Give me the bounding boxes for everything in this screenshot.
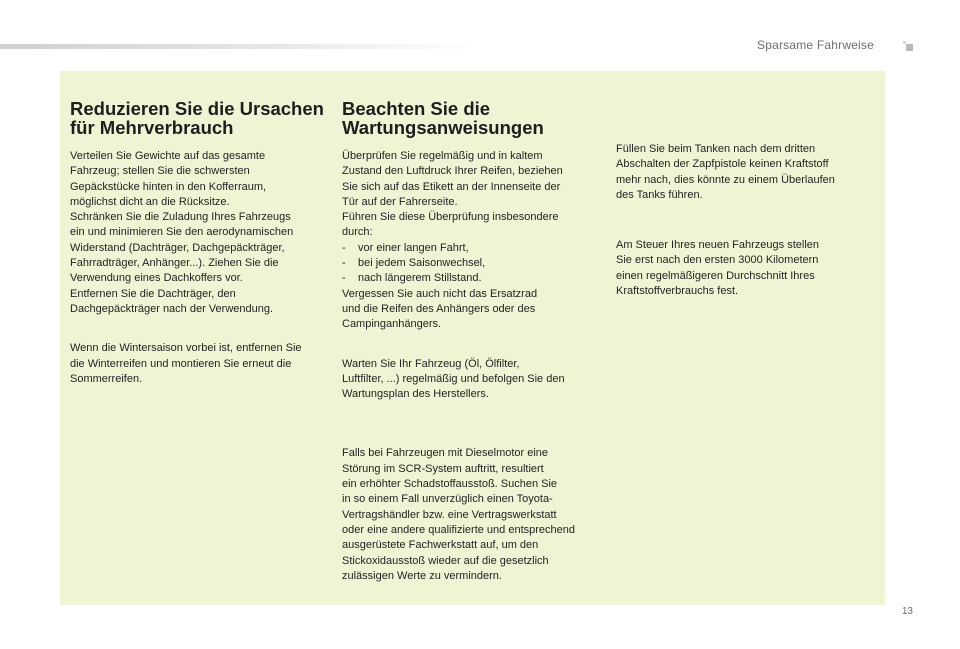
paragraph-winter-tyres: Wenn die Wintersaison vorbei ist, entfernen Sie die Winterreifen und montieren Sie erneut die Sommerreifen. <box>70 342 302 385</box>
header-gradient-bar <box>0 44 480 49</box>
paragraph-weight: Verteilen Sie Gewichte auf das gesamte Fahrzeug; stellen Sie die schwersten Gepäckstücke hinten in den Kofferraum, möglichst dicht an die Rücksitze. <box>70 150 267 208</box>
list-item: - bei jedem Saisonwechsel, <box>342 256 604 271</box>
paragraph-tyre-pressure: Überprüfen Sie regelmäßig und in kaltem Zustand den Luftdruck Ihrer Reifen, beziehen Sie sich auf das Etikett an der Innenseite der Tür auf der Fahrerseite. <box>342 150 563 208</box>
list-item: - nach längerem Stillstand. <box>342 271 604 286</box>
page-number: 13 <box>901 606 913 617</box>
column-right <box>616 142 870 299</box>
paragraph-service-plan: Warten Sie Ihr Fahrzeug (Öl, Ölfilter, Luftfilter, ...) regelmäßig und befolgen Sie den Wartungsplan des Herstellers. <box>342 357 565 401</box>
paragraph-scr-system: Falls bei Fahrzeugen mit Dieselmotor eine Störung im SCR-System auftritt, resultiert ein erhöhter Schadstoffausstoß. Suchen Sie in so einem Fall unverzüglich einen Toyota- Vertragshändler bzw. eine Vertragswerkstatt oder eine andere qualifizierte und entsprechend ausgerüstete Fachwerkstatt auf, um den Stickoxidausstoß wieder auf die gesetzlich zulässigen Werte zu vermindern. <box>342 447 575 582</box>
paragraph-roof-rack: Entfernen Sie die Dachträger, den Dachgepäckträger nach der Verwendung. <box>70 287 274 315</box>
paragraph-load: Schränken Sie die Zuladung Ihres Fahrzeugs ein und minimieren Sie den aerodynamischen Widerstand (Dachträger, Dachgepäckträger, Fahrradträger, Anhänger...). Ziehen Sie die Verwendung eines Dachkoffers vor. <box>70 211 294 285</box>
paragraph-spare-wheel: Vergessen Sie auch nicht das Ersatzrad und die Reifen des Anhängers oder des Campinganhängers. <box>342 287 538 331</box>
paragraph-check-when: Führen Sie diese Überprüfung insbesondere durch: <box>342 211 559 239</box>
paragraph-refuelling: Füllen Sie beim Tanken nach dem dritten Abschalten der Zapfpistole keinen Kraftstoff mehr nach, dies könnte zu einem Überlaufen des Tanks führen. <box>616 143 835 201</box>
content-panel <box>60 71 885 605</box>
section-title: Sparsame Fahrweise <box>757 38 874 52</box>
heading-reduce-consumption: Reduzieren Sie die Ursachen für Mehrverbrauch <box>70 98 324 138</box>
list-item: - vor einer langen Fahrt, <box>342 241 604 256</box>
page-marker-icon <box>906 44 913 51</box>
paragraph-average-consumption: Am Steuer Ihres neuen Fahrzeugs stellen Sie erst nach den ersten 3000 Kilometern einen regelmäßigeren Durchschnitt Ihres Kraftstoffverbrauchs fest. <box>616 239 820 298</box>
column-middle <box>342 99 604 584</box>
column-left <box>70 99 328 387</box>
check-list <box>342 241 604 287</box>
heading-maintenance: Beachten Sie die Wartungsanweisungen <box>342 98 544 138</box>
